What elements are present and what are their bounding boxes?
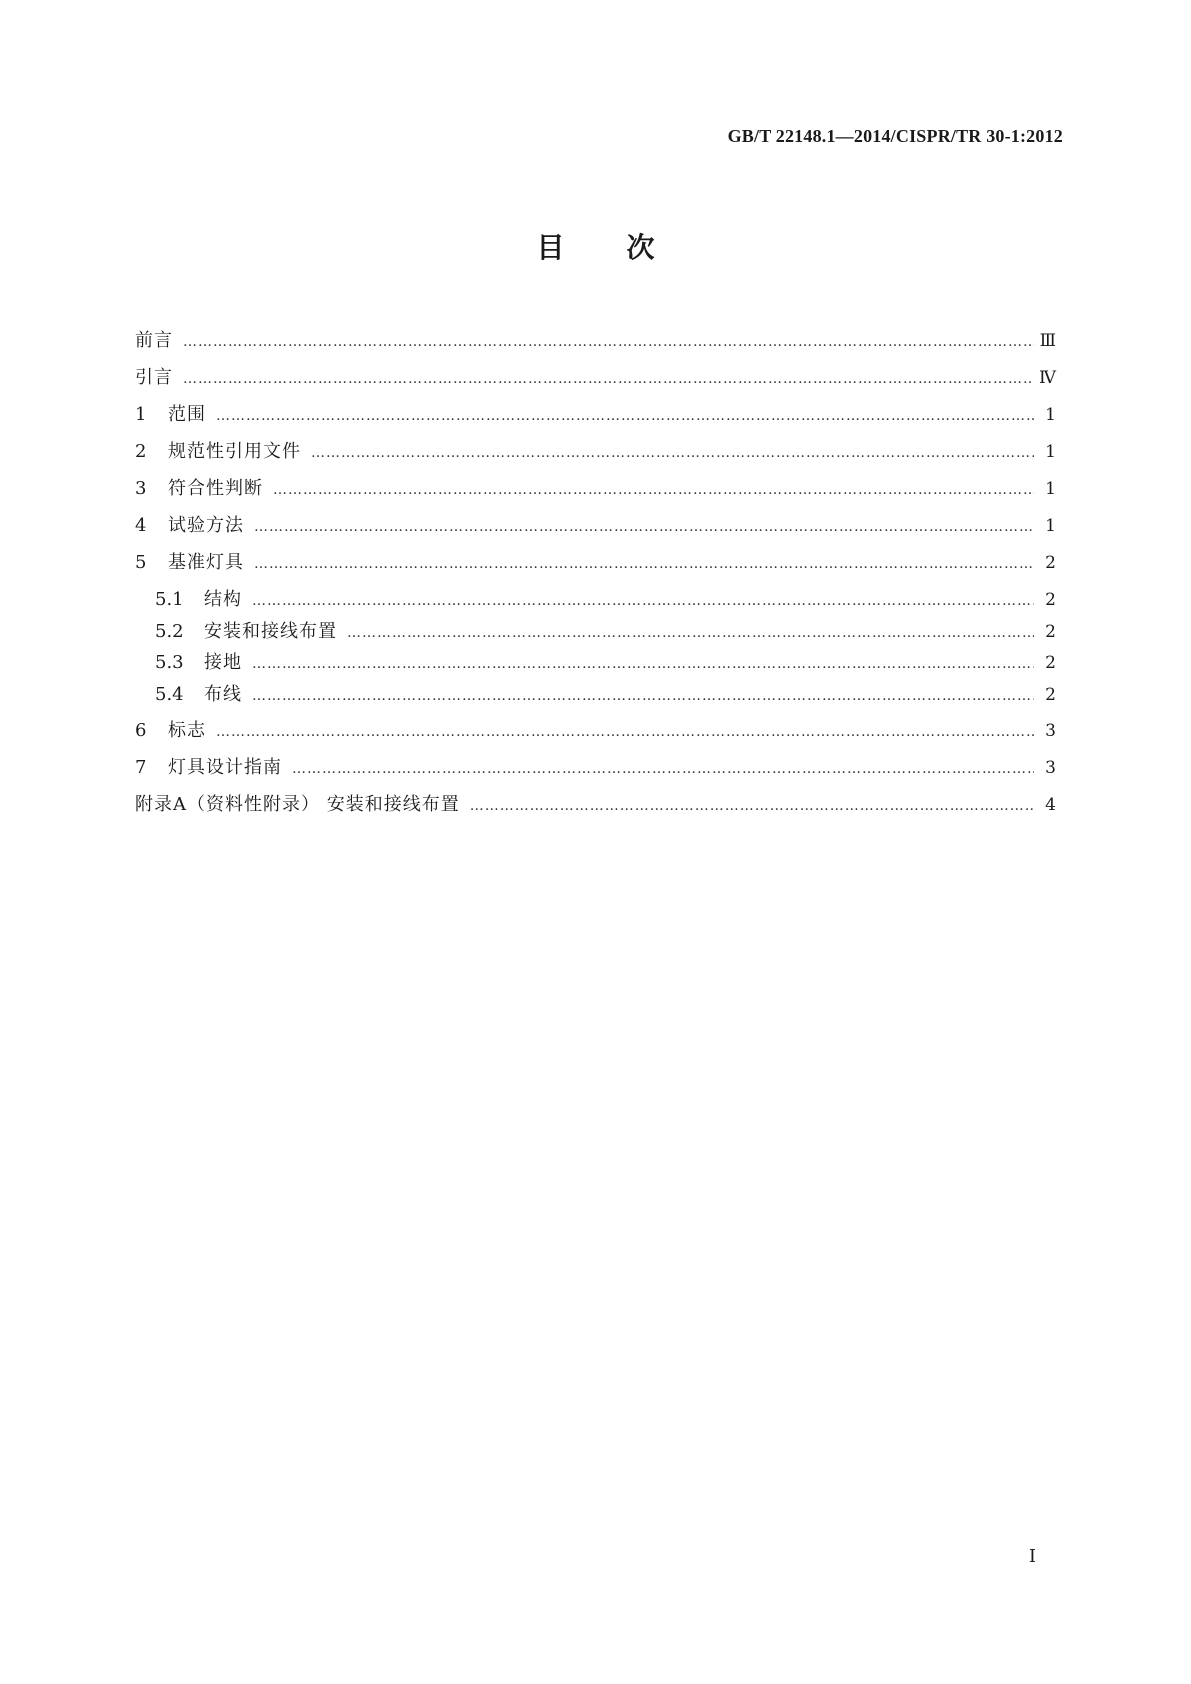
toc-entry[interactable]: [135, 716, 1056, 753]
toc-entry[interactable]: [135, 474, 1056, 511]
table-of-contents: [135, 326, 1056, 827]
toc-entry-page: Ⅳ: [1039, 368, 1056, 388]
toc-entry-label: 符合性判断: [168, 478, 263, 499]
toc-entry-page: 2: [1045, 590, 1056, 610]
toc-dot-leader: [254, 519, 1034, 535]
toc-entry-label: 接地: [204, 652, 242, 673]
toc-entry[interactable]: [135, 511, 1056, 548]
toc-entry-number: 5: [135, 552, 147, 573]
toc-entry[interactable]: [135, 753, 1056, 790]
toc-entry-label: 附录A（资料性附录） 安装和接线布置: [135, 794, 460, 815]
toc-entry-label: 前言: [135, 330, 173, 351]
toc-entry-label: 安装和接线布置: [204, 620, 337, 642]
toc-entry[interactable]: [135, 326, 1056, 363]
page-title: 目次: [536, 231, 717, 264]
toc-dot-leader: [311, 445, 1034, 461]
toc-entry-page: 3: [1045, 758, 1056, 778]
toc-entry-number: 5.4: [155, 683, 184, 705]
toc-entry-number: 3: [135, 478, 147, 499]
toc-entry[interactable]: [135, 617, 1056, 649]
toc-entry[interactable]: [135, 363, 1056, 400]
toc-entry-label: 规范性引用文件: [168, 441, 301, 462]
toc-entry-page: 3: [1045, 721, 1056, 741]
toc-entry-label: 结构: [204, 589, 242, 610]
toc-entry[interactable]: [135, 648, 1056, 680]
toc-entry[interactable]: [135, 548, 1056, 585]
page-number: Ⅰ: [1028, 1546, 1036, 1567]
toc-entry-label: 灯具设计指南: [168, 757, 282, 778]
toc-entry-page: Ⅲ: [1039, 331, 1056, 351]
toc-entry-label: 基准灯具: [168, 552, 244, 573]
toc-entry-page: 2: [1045, 684, 1056, 705]
toc-entry-label: 范围: [168, 404, 206, 425]
toc-entry-number: 7: [135, 757, 147, 778]
toc-entry[interactable]: [135, 790, 1056, 827]
toc-dot-leader: [252, 656, 1034, 672]
toc-entry-page: 2: [1045, 553, 1056, 573]
toc-entry-number: 5.2: [155, 620, 184, 642]
toc-dot-leader: [216, 408, 1034, 424]
toc-entry-label: 布线: [204, 683, 242, 705]
toc-dot-leader: [183, 334, 1034, 350]
toc-entry-label: 试验方法: [168, 515, 244, 536]
toc-entry[interactable]: [135, 680, 1056, 712]
toc-entry-number: 4: [135, 515, 147, 536]
toc-entry-number: 2: [135, 441, 147, 462]
toc-entry-number: 5.1: [155, 589, 184, 610]
toc-entry-number: 1: [135, 404, 147, 425]
toc-entry-page: 1: [1045, 442, 1056, 462]
toc-entry-number: 5.3: [155, 652, 184, 673]
toc-dot-leader: [273, 482, 1034, 498]
toc-dot-leader: [347, 625, 1034, 641]
toc-entry[interactable]: [135, 400, 1056, 437]
document-id: GB/T 22148.1—2014/CISPR/TR 30-1:2012: [727, 126, 1063, 146]
toc-entry-page: 4: [1045, 795, 1056, 815]
toc-dot-leader: [292, 761, 1034, 777]
toc-dot-leader: [470, 798, 1034, 814]
toc-entry-label: 引言: [135, 367, 173, 388]
toc-entry[interactable]: [135, 585, 1056, 617]
toc-dot-leader: [254, 556, 1034, 572]
toc-entry[interactable]: [135, 437, 1056, 474]
toc-dot-leader: [183, 371, 1033, 387]
toc-dot-leader: [252, 593, 1034, 609]
toc-entry-page: 2: [1045, 653, 1056, 673]
toc-entry-page: 1: [1045, 516, 1056, 536]
toc-entry-page: 1: [1045, 479, 1056, 499]
toc-entry-label: 标志: [168, 720, 206, 741]
toc-entry-page: 1: [1045, 405, 1056, 425]
toc-dot-leader: [216, 724, 1034, 740]
toc-entry-number: 6: [135, 720, 147, 741]
toc-entry-page: 2: [1045, 621, 1056, 642]
toc-dot-leader: [252, 688, 1034, 704]
